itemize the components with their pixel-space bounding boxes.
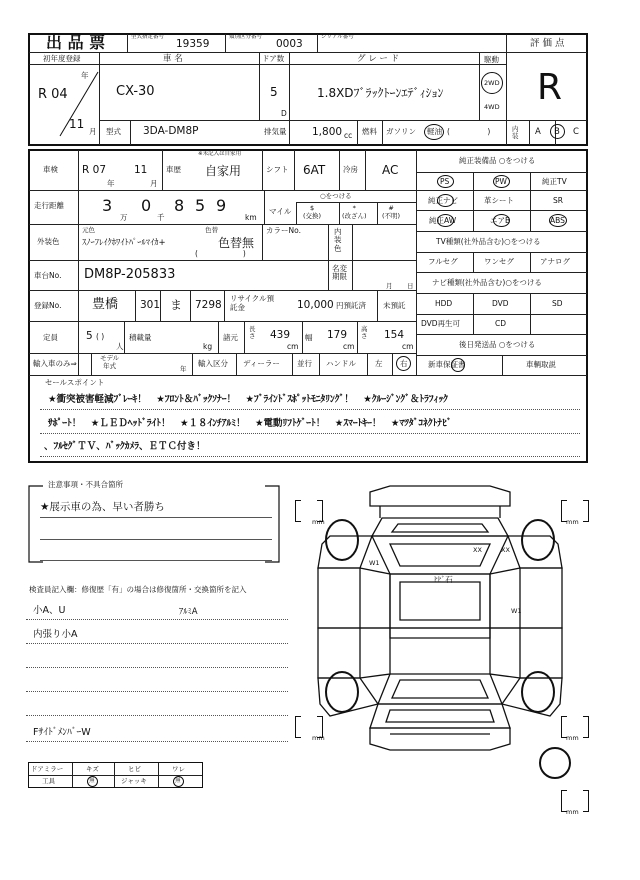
color-original-value: ｽﾉｰﾌﾚｲｸﾎﾜｲﾄﾊﾟｰﾙﾏｲｶ+ <box>82 238 166 248</box>
mileage-label: 走行距離 <box>34 201 64 210</box>
sen-unit: 千 <box>157 213 165 222</box>
divider <box>192 353 193 375</box>
divider <box>225 34 226 52</box>
use-note: ※未記入は自家用 <box>198 151 242 157</box>
divider <box>29 190 416 191</box>
navi-title: ナビ種類(社外品含む)○をつける <box>432 278 542 287</box>
km-unit: km <box>245 213 257 222</box>
deadline-day-unit: 日 <box>407 282 414 290</box>
model-label: 型式 <box>106 127 121 136</box>
divider <box>507 120 587 121</box>
legend-header-scratch: キズ <box>86 765 99 773</box>
color-label: 外装色 <box>37 237 60 246</box>
length-value: 439 <box>270 329 291 341</box>
model-year-label: モデル 年式 <box>100 354 120 370</box>
cc-unit: cc <box>344 131 353 140</box>
fuel-other: ( ) <box>447 127 491 136</box>
divider <box>162 150 163 190</box>
equip-aw: 純正AW <box>429 216 457 225</box>
drive-2wd: 2WD <box>484 79 500 87</box>
equip-sr: SR <box>553 196 563 205</box>
divider <box>479 52 480 120</box>
notes-label: 注意事項・不具合箇所 <box>48 480 123 489</box>
divider <box>417 334 587 335</box>
inspection-month-unit: 月 <box>150 179 158 188</box>
sales-line-3: 、ﾌﾙｾｸﾞＴＶ、ﾊﾞｯｸｶﾒﾗ、ＥＴＣ付き！ <box>44 441 206 452</box>
navi-cd: CD <box>495 319 507 328</box>
chassis-label: 車台No. <box>34 271 62 280</box>
fuel-light-oil: 軽油 <box>427 127 442 136</box>
equip-abs: ABS <box>550 216 565 225</box>
recycle-label: リサイクル預託金 <box>230 294 274 312</box>
legend-tools-value: 無 <box>89 778 95 784</box>
modified-label: * (改ざん) <box>342 204 367 221</box>
first-reg-year: R 04 <box>38 87 68 102</box>
load-label: 積載量 <box>129 333 152 342</box>
divider <box>262 150 263 190</box>
mile-label: マイル <box>269 207 292 216</box>
capacity-label: 定員 <box>43 333 58 342</box>
width-label: 幅 <box>305 333 313 342</box>
ac-label: 冷房 <box>343 165 358 174</box>
score-value: R <box>537 67 563 108</box>
recycle-value: 10,000 <box>297 299 334 311</box>
doors-value: 5 <box>270 85 278 99</box>
score-label: 評 価 点 <box>530 38 565 49</box>
first-reg-month: 11 <box>69 117 85 131</box>
divider <box>530 172 531 231</box>
genuine-title: 純正装備品 ○をつける <box>459 156 536 165</box>
divider <box>417 210 587 211</box>
divider <box>130 120 131 145</box>
note-line <box>40 560 272 561</box>
height-label: 高さ <box>361 325 368 341</box>
docs-title: 後日発送品 ○をつける <box>459 340 536 349</box>
equip-pw: PW <box>495 177 507 186</box>
legend-tools: 工具 <box>42 777 55 785</box>
divider <box>127 34 128 52</box>
model-value: 3DA-DM8P <box>143 125 199 137</box>
divider <box>29 290 416 291</box>
divider <box>160 290 161 321</box>
equip-navi: 純正ナビ <box>428 196 458 205</box>
color-changed-label: 色替 <box>205 226 218 234</box>
divider <box>357 120 358 145</box>
equip-leather: 革シート <box>484 196 514 205</box>
navi-sd: SD <box>552 299 563 308</box>
interior-grade-a: A <box>535 127 541 137</box>
man-unit: 万 <box>120 213 128 222</box>
divider <box>114 763 115 787</box>
dotted-line <box>26 619 288 620</box>
divider <box>99 120 506 121</box>
mileage-digit-4: 5 <box>195 196 206 215</box>
diag-label-w1-right: W1 <box>511 607 522 615</box>
inspection-value: R 07 <box>82 164 106 176</box>
divider <box>530 293 531 334</box>
divider <box>29 64 506 65</box>
sales-line-2: ｻﾎﾟｰﾄ！ ★ＬＥＤﾍｯﾄﾞﾗｲﾄ！ ★１８ｲﾝﾁｱﾙﾐ！ ★電動ﾘﾌﾄｹﾞｰﾄ！ ★ｽﾏｰﾄｷｰ！ ★ﾏﾂﾀﾞｺﾈｸﾄﾅﾋﾞ <box>48 418 452 429</box>
divider <box>417 231 587 232</box>
divider <box>244 321 245 353</box>
recycle-unpaid: 未預託 <box>383 301 406 310</box>
divider <box>339 202 340 224</box>
category-label: 類別区分番号 <box>229 34 263 40</box>
title-deadline-label: 名変期限 <box>332 264 347 282</box>
notes-text: ★展示車の為、早い者勝ち <box>40 501 165 513</box>
reg-label: 登録No. <box>34 301 62 310</box>
dim-label: 諸元 <box>223 333 238 342</box>
mm-unit: mm <box>566 734 579 742</box>
type-cert-value: 19359 <box>176 38 210 50</box>
inspector-label: 検査員記入欄：修復歴「有」の場合は修復箇所・交換箇所を記入 <box>29 585 247 594</box>
handle-label: ハンドル <box>326 359 356 368</box>
inspection-month: 11 <box>134 164 148 176</box>
divider <box>218 321 219 353</box>
mileage-digit-2: 0 <box>141 196 152 215</box>
note-line <box>40 539 272 540</box>
drive-label: 駆動 <box>484 55 499 64</box>
width-value: 179 <box>327 329 348 341</box>
divider <box>417 172 587 173</box>
length-label: 長さ <box>249 325 256 341</box>
inspector-line-1: 小A、U <box>33 605 66 616</box>
divider <box>29 260 416 261</box>
divider <box>506 34 507 145</box>
divider <box>417 190 587 191</box>
shift-label: シフト <box>266 165 289 174</box>
divider <box>392 353 393 375</box>
mm-unit: mm <box>312 734 325 742</box>
legend-header-break: ワレ <box>172 765 185 773</box>
inspector-line-1-extra: ｱﾙﾐA <box>179 607 198 617</box>
color-original-label: 元色 <box>82 226 95 234</box>
mileage-digit-3: 8 <box>174 196 185 215</box>
length-unit: cm <box>287 342 299 351</box>
interior-grade-b: B <box>554 127 560 137</box>
reg-number: 7298 <box>195 299 222 311</box>
divider <box>289 52 290 145</box>
year-unit: 年 <box>81 71 89 80</box>
divider <box>292 353 293 375</box>
drive-4wd: 4WD <box>484 103 500 111</box>
type-cert-label: 型式指定番号 <box>131 34 165 40</box>
mileage-digit-5: 9 <box>216 196 227 215</box>
category-value: 0003 <box>276 38 303 50</box>
displacement-value: 1,800 <box>312 126 343 138</box>
divider <box>352 224 353 260</box>
color-no-label: カラーNo. <box>266 226 301 235</box>
car-name-label: 車 名 <box>163 54 183 64</box>
capacity-paren: ( ) <box>96 332 105 341</box>
divider <box>29 52 506 53</box>
divider <box>135 290 136 321</box>
divider <box>382 120 383 145</box>
legend-jack: ジャッキ <box>121 777 147 785</box>
divider <box>377 290 378 321</box>
divider <box>91 353 92 375</box>
page-title: 出 品 票 <box>46 33 106 52</box>
divider <box>224 290 225 321</box>
tv-analog: アナログ <box>540 257 570 266</box>
use-value: 自家用 <box>205 164 242 178</box>
legend-header-crack: ヒビ <box>128 765 141 773</box>
divider <box>377 202 378 224</box>
docs-manual: 車輌取説 <box>526 360 556 369</box>
divider <box>262 224 263 260</box>
reg-class: 301 <box>140 299 161 311</box>
divider <box>473 252 474 272</box>
height-value: 154 <box>384 329 405 341</box>
fuel-label: 燃料 <box>362 127 377 136</box>
serial-label: シリアル番号 <box>321 34 354 40</box>
diag-label-xx-1: XX <box>473 546 482 554</box>
dotted-line <box>40 433 580 434</box>
divider <box>259 52 260 120</box>
color-changed-value: 色替無 <box>218 236 255 250</box>
divider <box>352 260 353 290</box>
divider <box>502 355 503 375</box>
divider <box>339 150 340 190</box>
divider <box>29 375 587 376</box>
height-unit: cm <box>402 342 414 351</box>
import-label: 輸入車のみ⇒ <box>33 359 77 368</box>
divider <box>296 202 297 224</box>
ac-value: AC <box>382 163 399 177</box>
inspection-year-unit: 年 <box>107 179 115 188</box>
interior-color-label: 内装色 <box>334 227 342 253</box>
tv-one: ワンセグ <box>484 257 514 266</box>
divider <box>319 353 320 375</box>
divider <box>507 52 587 53</box>
dotted-line <box>40 456 580 457</box>
legend-header-mirror: ドアミラー <box>31 765 64 773</box>
divider <box>417 314 587 315</box>
mm-unit: mm <box>312 518 325 526</box>
reg-kana: ま <box>170 298 183 312</box>
mileage-digit-1: 3 <box>102 196 113 215</box>
docs-warranty: 新車保証書 <box>428 360 466 369</box>
divider <box>473 172 474 231</box>
diag-label-xx-2: XX <box>501 546 510 554</box>
diag-label-hibi: ﾋﾋﾞ石 <box>434 575 453 584</box>
doors-suffix: D <box>281 109 287 118</box>
interior-label: 内装 <box>512 125 519 140</box>
dotted-line <box>26 715 288 716</box>
divider <box>473 293 474 334</box>
car-diagram <box>290 478 590 798</box>
model-year-unit: 年 <box>180 365 187 373</box>
tv-title: TV種類(社外品含む)○をつける <box>436 237 541 246</box>
grade-label: グ レ ー ド <box>357 54 400 64</box>
divider <box>417 252 587 253</box>
legend-jack-value: 無 <box>175 778 181 784</box>
divider <box>367 353 368 375</box>
recycle-status: 円預託済 <box>336 301 366 310</box>
unknown-label: # (不明) <box>382 204 401 221</box>
chassis-value: DM8P-205833 <box>84 267 176 282</box>
mm-unit: mm <box>566 808 579 816</box>
inspection-label: 車検 <box>43 165 58 174</box>
reg-area: 豊橋 <box>92 297 119 312</box>
use-label: 車歴 <box>166 165 181 174</box>
sales-line-1: ★衝突被害軽減ﾌﾞﾚｰｷ！ ★ﾌﾛﾝﾄ＆ﾊﾞｯｸｿﾅｰ！ ★ﾌﾞﾗｲﾝﾄﾞｽﾎﾟｯﾄﾓﾆﾀﾘﾝｸﾞ！ ★ｸﾙｰｼﾞﾝｸﾞ＆ﾄﾗﾌｨｯｸ <box>48 394 448 405</box>
dotted-line <box>40 409 580 410</box>
divider <box>29 353 416 354</box>
circle-note: ○をつける <box>320 192 352 200</box>
grade-value: 1.8XDﾌﾞﾗｯｸﾄｰﾝｴﾃﾞｨｼｮﾝ <box>317 86 444 100</box>
divider <box>302 321 303 353</box>
divider <box>236 353 237 375</box>
dotted-line <box>26 667 288 668</box>
divider <box>158 763 159 787</box>
inspector-line-6: FｻｲﾄﾞﾒﾝﾊﾞｰW <box>33 727 91 738</box>
car-name-value: CX-30 <box>116 84 155 99</box>
equip-tv: 純正TV <box>542 177 567 186</box>
displacement-label: 排気量 <box>264 127 287 136</box>
divider <box>264 190 265 224</box>
divider <box>78 150 79 375</box>
divider <box>328 224 329 290</box>
handle-left: 左 <box>375 359 383 368</box>
divider <box>416 150 417 375</box>
divider <box>124 321 125 353</box>
divider <box>29 224 416 225</box>
capacity-unit: 人 <box>116 342 124 351</box>
capacity-value: 5 <box>86 330 93 342</box>
divider <box>529 120 530 145</box>
import-dealer: ディーラー <box>243 359 280 368</box>
import-type-label: 輸入区分 <box>198 359 228 368</box>
interior-grade-c: C <box>573 127 579 137</box>
first-reg-label: 初年度登録 <box>43 54 81 63</box>
divider <box>190 290 191 321</box>
diag-label-w1-left: W1 <box>369 559 380 567</box>
sales-label: セールスポイント <box>45 378 105 387</box>
divider <box>417 272 587 273</box>
import-parallel: 並行 <box>297 359 312 368</box>
doors-label: ドア数 <box>262 54 285 63</box>
navi-dvd: DVD <box>492 299 509 308</box>
tv-full: フルセグ <box>428 257 458 266</box>
divider <box>530 252 531 272</box>
inspector-line-2: 内張り小A <box>33 629 78 640</box>
equip-airbag: エアB <box>490 216 511 225</box>
divider <box>317 34 318 52</box>
dotted-line <box>26 691 288 692</box>
equip-ps: PS <box>440 177 450 186</box>
width-unit: cm <box>343 342 355 351</box>
fuel-gasoline: ガソリン <box>386 127 416 136</box>
load-unit: kg <box>203 342 213 351</box>
navi-dvd-play: DVD再生可 <box>421 319 461 328</box>
divider <box>296 202 416 203</box>
note-line <box>40 517 272 518</box>
notes-box <box>25 480 285 570</box>
mm-unit: mm <box>566 518 579 526</box>
handle-right: 右 <box>400 359 408 368</box>
deadline-month-unit: 月 <box>386 282 393 290</box>
divider <box>417 293 587 294</box>
divider <box>357 321 358 353</box>
divider <box>365 150 366 190</box>
dotted-line <box>26 741 288 742</box>
color-changed-paren: ( ) <box>195 249 246 258</box>
divider <box>294 150 295 190</box>
shift-value: 6AT <box>303 163 326 177</box>
exchange-label: $ (交換) <box>303 204 322 221</box>
divider <box>72 763 73 787</box>
navi-hdd: HDD <box>435 299 453 308</box>
dotted-line <box>26 643 288 644</box>
month-unit: 月 <box>89 127 97 136</box>
